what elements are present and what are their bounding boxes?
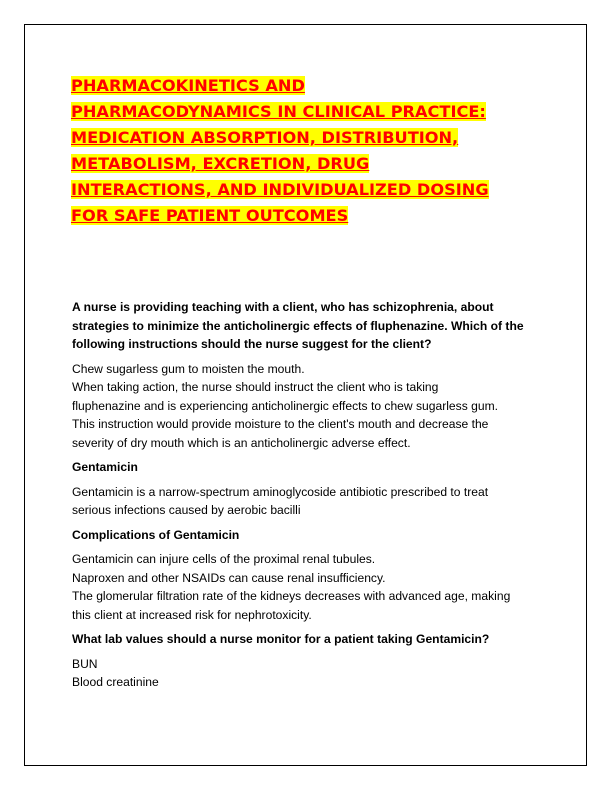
title-line: FOR SAFE PATIENT OUTCOMES xyxy=(71,206,349,225)
answer-line: Chew sugarless gum to moisten the mouth. xyxy=(72,361,305,376)
heading-complications: Complications of Gentamicin xyxy=(72,527,240,542)
title-line: PHARMACODYNAMICS IN CLINICAL PRACTICE: xyxy=(71,102,486,121)
paragraph-line: Gentamicin is a narrow-spectrum aminoglycoside antibiotic prescribed to treat xyxy=(72,484,489,499)
question-anticholinergic xyxy=(72,298,542,354)
answer-lab-values xyxy=(72,655,542,692)
answer-line: BUN xyxy=(72,656,98,671)
paragraph-line: Naproxen and other NSAIDs can cause renal insufficiency. xyxy=(72,570,386,585)
paragraph-line: this client at increased risk for nephrotoxicity. xyxy=(72,607,312,622)
gentamicin-description xyxy=(72,483,542,520)
answer-line: fluphenazine and is experiencing anticholinergic effects to chew sugarless gum. xyxy=(72,398,498,413)
document-title xyxy=(71,73,551,229)
paragraph-line: The glomerular filtration rate of the kidneys decreases with advanced age, making xyxy=(72,589,511,603)
answer-anticholinergic xyxy=(72,360,542,453)
answer-line: severity of dry mouth which is an anticholinergic adverse effect. xyxy=(72,435,411,450)
title-line: MEDICATION ABSORPTION, DISTRIBUTION, xyxy=(71,128,459,147)
question-lab-values: What lab values should a nurse monitor for a patient taking Gentamicin? xyxy=(72,632,490,646)
title-line: PHARMACOKINETICS AND xyxy=(71,76,305,95)
paragraph-line: Gentamicin can injure cells of the proximal renal tubules. xyxy=(72,552,376,566)
document-body xyxy=(72,298,542,692)
heading-gentamicin: Gentamicin xyxy=(72,460,138,474)
title-line: METABOLISM, EXCRETION, DRUG xyxy=(71,154,370,173)
complications-description xyxy=(72,550,542,624)
question-line: strategies to minimize the anticholinergic effects of fluphenazine. Which of the xyxy=(72,318,524,333)
paragraph-line: serious infections caused by aerobic bacilli xyxy=(72,503,301,517)
question-line: following instructions should the nurse suggest for the client? xyxy=(72,337,432,351)
title-line: INTERACTIONS, AND INDIVIDUALIZED DOSING xyxy=(71,180,489,199)
answer-line: When taking action, the nurse should instruct the client who is taking xyxy=(72,380,439,394)
question-line: A nurse is providing teaching with a client, who has schizophrenia, about xyxy=(72,300,494,314)
answer-line: This instruction would provide moisture to the client's mouth and decrease the xyxy=(72,417,489,431)
answer-line: Blood creatinine xyxy=(72,675,159,689)
